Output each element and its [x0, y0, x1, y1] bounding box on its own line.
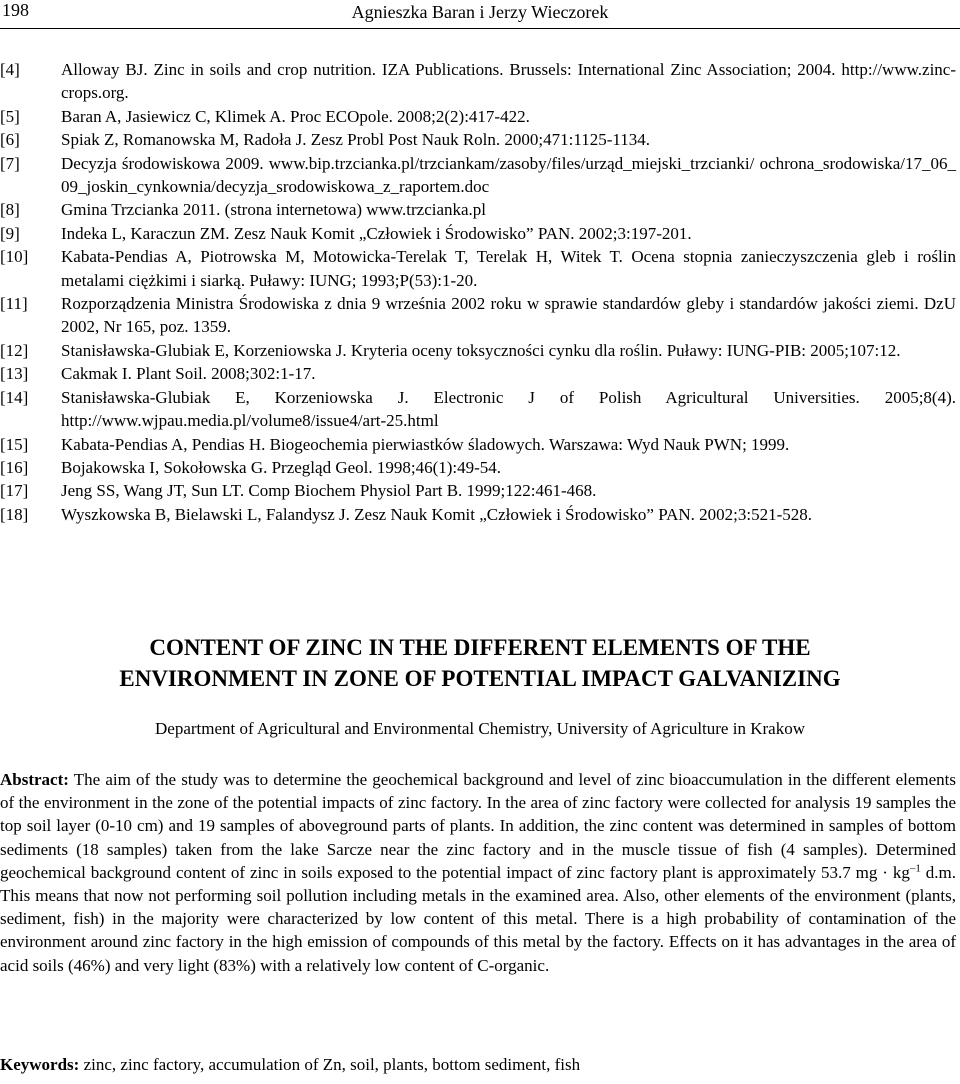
keywords: [0, 1055, 956, 1075]
reference-item: [0, 479, 956, 502]
reference-number: [14]: [0, 387, 29, 407]
reference-item: [0, 105, 956, 128]
reference-number: [10]: [0, 247, 29, 267]
reference-number: [5]: [0, 106, 20, 126]
reference-text: Rozporządzenia Ministra Środowiska z dnia 9 września 2002 roku w sprawie standardów gleby i standardów jakości ziemi. DzU 2002, Nr 165, poz. 1359.: [61, 294, 956, 337]
reference-number: [8]: [0, 200, 20, 220]
reference-text: Kabata-Pendias A, Piotrowska M, Motowicka-Terelak T, Terelak H, Witek T. Ocena stopnia zanieczyszczenia gleb i roślin metalami ciężkimi i siarką. Puławy: IUNG; 1993;P(53):1-20.: [61, 247, 956, 290]
reference-number: [4]: [0, 60, 20, 79]
reference-text: Indeka L, Karaczun ZM. Zesz Nauk Komit „Człowiek i Środowisko” PAN. 2002;3:197-201.: [61, 223, 692, 243]
reference-number: [11]: [0, 294, 28, 314]
reference-text: Gmina Trzcianka 2011. (strona internetowa) www.trzcianka.pl: [61, 200, 487, 220]
reference-number: [13]: [0, 364, 29, 384]
abstract: [0, 768, 956, 977]
reference-item: [0, 222, 956, 245]
abstract-superscript: –1: [909, 862, 921, 875]
reference-number: [16]: [0, 457, 29, 477]
reference-text: Wyszkowska B, Bielawski L, Falandysz J. Zesz Nauk Komit „Człowiek i Środowisko” PAN. 2002;3:521-528.: [61, 504, 812, 524]
reference-number: [12]: [0, 340, 29, 360]
reference-item: [0, 245, 956, 292]
abstract-text: d.m. This means that now not performing soil pollution including metals in the examined area. Also, other elements of the environment (plants, sediment, fish) in the majority were characterized by low content of this metal. There is a high probability of contamination of the environment around zinc factory in the high emission of compounds of this metal by the factory. Effects on it has advantages in the area of acid soils (46%) and very light (83%) with a relatively low content of C-organic.: [0, 862, 956, 975]
reference-text: Jeng SS, Wang JT, Sun LT. Comp Biochem Physiol Part B. 1999;122:461-468.: [61, 481, 597, 501]
reference-text: Stanisławska-Glubiak E, Korzeniowska J. Electronic J of Polish Agricultural Universities. 2005;8(4). http://www.wjpau.media.pl/volume8/issue4/art-25.html: [61, 387, 956, 431]
reference-item: [0, 456, 956, 479]
reference-text: Spiak Z, Romanowska M, Radoła J. Zesz Probl Post Nauk Roln. 2000;471:1125-1134.: [61, 130, 650, 150]
abstract-text: The aim of the study was to determine the geochemical background and level of zinc bioaccumulation in the different elements of the environment in the zone of the potential impacts of zinc factory. In the area of zinc factory were collected for analysis 19 samples the top soil layer (0-10 cm) and 19 samples of aboveground parts of plants. In addition, the zinc content was determined in samples of bottom sediments (18 samples) taken from the lake Sarcze near the zinc factory and in the muscle tissue of fish (4 samples). Determined geochemical background content of zinc in soils exposed to the potential impact of zinc factory plant is approximately 53.7 mg · kg: [0, 770, 956, 882]
reference-number: [18]: [0, 504, 29, 524]
reference-item: [0, 128, 956, 151]
reference-item: [0, 362, 956, 385]
reference-item: [0, 433, 956, 456]
reference-text: Stanisławska-Glubiak E, Korzeniowska J. Kryteria oceny toksyczności cynku dla roślin. Puławy: IUNG-PIB: 2005;107:12.: [61, 340, 901, 360]
reference-number: [9]: [0, 223, 20, 243]
reference-text: Kabata-Pendias A, Pendias H. Biogeochemia pierwiastków śladowych. Warszawa: Wyd Nauk PWN; 1999.: [61, 434, 790, 454]
keywords-text: zinc, zinc factory, accumulation of Zn, soil, plants, bottom sediment, fish: [79, 1055, 581, 1074]
keywords-label: Keywords:: [0, 1055, 80, 1074]
reference-number: [17]: [0, 481, 29, 501]
reference-number: [6]: [0, 130, 20, 150]
reference-text: Cakmak I. Plant Soil. 2008;302:1-17.: [61, 364, 316, 384]
page-number: 198: [2, 0, 29, 20]
reference-item: [0, 152, 956, 199]
reference-item: [0, 386, 956, 433]
reference-item: [0, 292, 956, 339]
reference-item: [0, 198, 956, 221]
page-header: [0, 0, 960, 29]
reference-list: [0, 58, 956, 526]
reference-item: [0, 339, 956, 362]
reference-text: Baran A, Jasiewicz C, Klimek A. Proc ECOpole. 2008;2(2):417-422.: [61, 106, 530, 126]
reference-text: Bojakowska I, Sokołowska G. Przegląd Geol. 1998;46(1):49-54.: [61, 457, 502, 477]
article-title-line: ENVIRONMENT IN ZONE OF POTENTIAL IMPACT GALVANIZING: [119, 666, 841, 691]
affiliation: Department of Agricultural and Environmental Chemistry, University of Agriculture in Krakow: [155, 719, 805, 738]
running-head: Agnieszka Baran i Jerzy Wieczorek: [351, 2, 609, 22]
reference-number: [15]: [0, 434, 29, 454]
reference-text: Decyzja środowiskowa 2009. www.bip.trzcianka.pl/trzciankam/zasoby/files/urząd_miejski_trzcianki/ ochrona_srodowiska/17_06_09_joskin_cynkownia/decyzja_srodowiskowa_z_raportem.doc: [61, 153, 956, 197]
reference-item: [0, 503, 956, 526]
abstract-label: Abstract:: [0, 770, 69, 789]
reference-number: [7]: [0, 153, 20, 173]
article-title-line: CONTENT OF ZINC IN THE DIFFERENT ELEMENTS OF THE: [149, 635, 811, 660]
article-title: [0, 632, 960, 694]
reference-text: Alloway BJ. Zinc in soils and crop nutrition. IZA Publications. Brussels: International Zinc Association; 2004. http://www.zinc-crops.org.: [61, 60, 956, 103]
reference-item: [0, 58, 956, 105]
